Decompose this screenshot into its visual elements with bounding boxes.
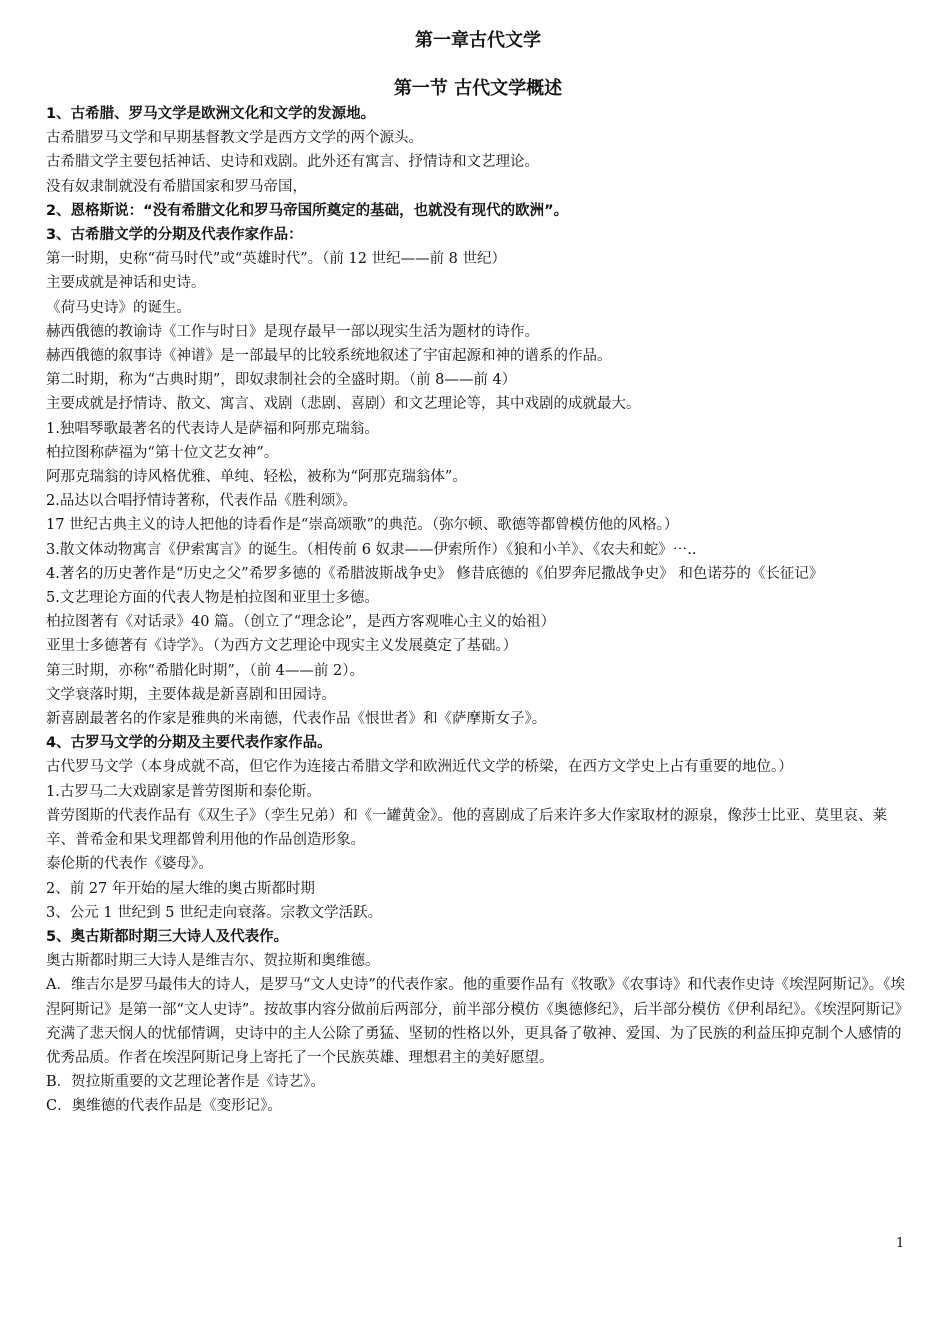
text-line: 3、公元 1 世纪到 5 世纪走向衰落。宗教文学活跃。	[46, 904, 383, 921]
document-page	[46, 28, 910, 1119]
heading-line: 2、恩格斯说：“没有希腊文化和罗马帝国所奠定的基础，也就没有现代的欧洲”。	[46, 202, 569, 219]
text-line: 柏拉图著有《对话录》40 篇。（创立了“理念论”，是西方客观唯心主义的始祖）	[46, 614, 556, 631]
text-line: 1.独唱琴歌最著名的代表诗人是萨福和阿那克瑞翁。	[46, 420, 379, 437]
text-line: C．奥维德的代表作品是《变形记》。	[46, 1098, 282, 1115]
section-title: 第一节 古代文学概述	[393, 78, 563, 99]
text-line: A．维吉尔是罗马最伟大的诗人，是罗马“文人史诗”的代表作家。他的重要作品有《牧歌》《农事诗》和代表作史诗《埃涅阿斯记》。《埃涅阿斯记》是第一部“文人史诗”。按故事内容分做前后两部分，前半部分模仿《奥德修纪》，后半部分模仿《伊利昂纪》。《埃涅阿斯记》充满了悲天悯人的忧郁情调，史诗中的主人公除了勇猛、坚韧的性格以外，更具备了敬神、爱国、为了民族的利益压抑克制个人感情的优秀品质。作者在埃涅阿斯记身上寄托了一个民族英雄、理想君主的美好愿望。	[46, 977, 910, 1066]
text-line: 《荷马史诗》的诞生。	[46, 299, 191, 316]
text-line: 3.散文体动物寓言《伊索寓言》的诞生。（相传前 6 奴隶——伊索所作）《狼和小羊》、《农夫和蛇》⋯..	[46, 541, 697, 558]
text-line: 5.文艺理论方面的代表人物是柏拉图和亚里士多德。	[46, 590, 379, 607]
document-body	[46, 102, 910, 1119]
text-line: 柏拉图称萨福为“第十位文艺女神”。	[46, 444, 279, 461]
text-line: B．贺拉斯重要的文艺理论著作是《诗艺》。	[46, 1074, 325, 1091]
text-line: 新喜剧最著名的作家是雅典的米南德，代表作品《恨世者》和《萨摩斯女子》。	[46, 711, 547, 728]
text-line: 17 世纪古典主义的诗人把他的诗看作是“崇高颂歌”的典范。（弥尔顿、歌德等都曾模仿他的风格。）	[46, 517, 679, 534]
text-line: 古希腊罗马文学和早期基督教文学是西方文学的两个源头。	[46, 130, 423, 147]
text-line: 赫西俄德的叙事诗《神谱》是一部最早的比较系统地叙述了宇宙起源和神的谱系的作品。	[46, 348, 612, 365]
heading-line: 1、古希腊、罗马文学是欧洲文化和文学的发源地。	[46, 106, 376, 122]
text-line: 古代罗马文学（本身成就不高，但它作为连接古希腊文学和欧洲近代文学的桥梁，在西方文学史上占有重要的地位。）	[46, 759, 793, 776]
text-line: 2.品达以合唱抒情诗著称，代表作品《胜利颂》。	[46, 493, 358, 510]
text-line: 文学衰落时期，主要体裁是新喜剧和田园诗。	[46, 686, 336, 703]
page-number: 1	[896, 1236, 905, 1251]
heading-line: 5、奥古斯都时期三大诗人及代表作。	[46, 928, 289, 945]
text-line: 赫西俄德的教谕诗《工作与时日》是现存最早一部以现实生活为题材的诗作。	[46, 323, 539, 340]
text-line: 4.著名的历史著作是“历史之父”希罗多德的《希腊波斯战争史》 修昔底德的《伯罗奔尼撒战争史》 和色诺芬的《长征记》	[46, 565, 824, 582]
text-line: 阿那克瑞翁的诗风格优雅、单纯、轻松，被称为“阿那克瑞翁体”。	[46, 469, 467, 486]
heading-line: 3、古希腊文学的分期及代表作家作品：	[46, 227, 303, 244]
text-line: 普劳图斯的代表作品有《双生子》（孪生兄弟）和《一罐黄金》。他的喜剧成了后来许多大作家取材的源泉，像莎士比亚、莫里哀、莱辛、普希金和果戈理都曾利用他的作品创造形象。	[46, 807, 887, 849]
text-line: 1.古罗马二大戏剧家是普劳图斯和泰伦斯。	[46, 783, 321, 800]
heading-line: 4、古罗马文学的分期及主要代表作家作品。	[46, 735, 332, 752]
text-line: 第三时期，亦称“希腊化时期”，（前 4——前 2）。	[46, 662, 364, 679]
text-line: 古希腊文学主要包括神话、史诗和戏剧。此外还有寓言、抒情诗和文艺理论。	[46, 154, 539, 171]
text-line: 没有奴隶制就没有希腊国家和罗马帝国，	[46, 178, 307, 195]
text-line: 主要成就是神话和史诗。	[46, 275, 206, 292]
text-line: 2、前 27 年开始的屋大维的奥古斯都时期	[46, 880, 315, 897]
text-line: 奥古斯都时期三大诗人是维吉尔、贺拉斯和奥维德。	[46, 953, 380, 970]
text-line: 泰伦斯的代表作《婆母》。	[46, 856, 213, 873]
text-line: 第一时期，史称“荷马时代”或“英雄时代”。（前 12 世纪——前 8 世纪）	[46, 251, 507, 268]
text-line: 主要成就是抒情诗、散文、寓言、戏剧（悲剧、喜剧）和文艺理论等，其中戏剧的成就最大。	[46, 396, 641, 413]
text-line: 亚里士多德著有《诗学》。（为西方文艺理论中现实主义发展奠定了基础。）	[46, 638, 518, 655]
text-line: 第二时期，称为“古典时期”，即奴隶制社会的全盛时期。（前 8——前 4）	[46, 372, 517, 389]
chapter-title: 第一章古代文学	[415, 30, 541, 51]
